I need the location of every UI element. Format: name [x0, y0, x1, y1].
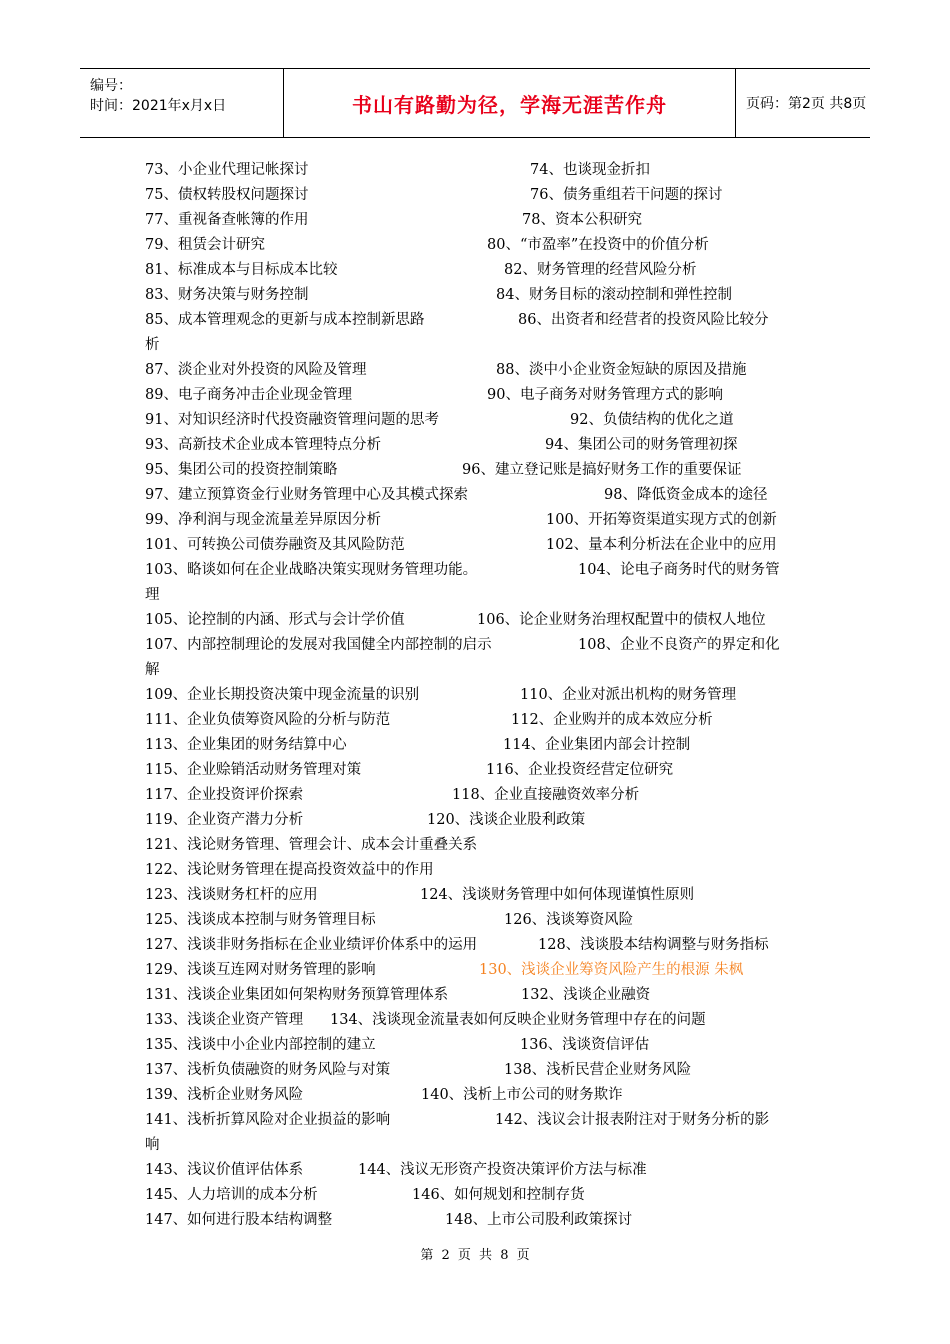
list-item-continuation [145, 333, 810, 358]
topic-84: 84、财务目标的滚动控制和弹性控制 [496, 287, 732, 303]
page-header [80, 68, 870, 138]
topic-121: 121、浅论财务管理、管理会计、成本会计重叠关系 [145, 837, 478, 853]
topic-142-wrap: 响 [145, 1137, 160, 1153]
list-item [145, 533, 810, 558]
topic-116: 116、企业投资经营定位研究 [486, 762, 674, 778]
topic-102: 102、量本利分析法在企业中的应用 [546, 537, 777, 553]
list-item [145, 1208, 810, 1233]
header-meta [80, 69, 283, 137]
page-footer: 第 2 页 共 8 页 [420, 1248, 530, 1263]
topic-119: 119、企业资产潜力分析 [145, 812, 304, 828]
header-motto-cell [283, 69, 736, 137]
topic-80: 80、“市盈率”在投资中的价值分析 [487, 237, 709, 253]
list-item [145, 1033, 810, 1058]
topic-111: 111、企业负债筹资风险的分析与防范 [145, 712, 391, 728]
list-item [145, 183, 810, 208]
topic-128: 128、浅谈股本结构调整与财务指标 [538, 937, 769, 953]
list-item [145, 933, 810, 958]
topic-140: 140、浅析上市公司的财务欺诈 [421, 1087, 623, 1103]
page-info: 页码：第2页 共8页 [746, 96, 867, 112]
topic-99: 99、净利润与现金流量差异原因分析 [145, 512, 381, 528]
topic-133: 133、浅谈企业资产管理 [145, 1012, 304, 1028]
header-page-cell [736, 69, 870, 137]
topic-92: 92、负债结构的优化之道 [570, 412, 734, 428]
list-item [145, 1158, 810, 1183]
list-item [145, 608, 810, 633]
list-item [145, 808, 810, 833]
list-item [145, 433, 810, 458]
topic-142: 142、浅议会计报表附注对于财务分析的影 [495, 1112, 770, 1128]
topic-93: 93、高新技术企业成本管理特点分析 [145, 437, 381, 453]
topic-100: 100、开拓筹资渠道实现方式的创新 [546, 512, 777, 528]
list-item-continuation [145, 583, 810, 608]
list-item [145, 1083, 810, 1108]
topic-98: 98、降低资金成本的途径 [604, 487, 768, 503]
list-item [145, 458, 810, 483]
topic-83: 83、财务决策与财务控制 [145, 287, 309, 303]
list-item [145, 383, 810, 408]
topic-91: 91、对知识经济时代投资融资管理问题的思考 [145, 412, 439, 428]
number-label: 编号： [90, 78, 132, 94]
topic-145: 145、人力培训的成本分析 [145, 1187, 318, 1203]
topic-127: 127、浅谈非财务指标在企业业绩评价体系中的运用 [145, 937, 478, 953]
topic-75: 75、债权转股权问题探讨 [145, 187, 309, 203]
list-item [145, 558, 810, 583]
list-item [145, 633, 810, 658]
list-item [145, 1183, 810, 1208]
list-item-continuation [145, 658, 810, 683]
topic-82: 82、财务管理的经营风险分析 [504, 262, 697, 278]
topic-109: 109、企业长期投资决策中现金流量的识别 [145, 687, 420, 703]
list-item [145, 683, 810, 708]
topic-77: 77、重视备查帐簿的作用 [145, 212, 309, 228]
list-item [145, 508, 810, 533]
topic-135: 135、浅谈中小企业内部控制的建立 [145, 1037, 376, 1053]
list-item [145, 708, 810, 733]
topic-118: 118、企业直接融资效率分析 [452, 787, 640, 803]
topic-106: 106、论企业财务治理权配置中的债权人地位 [477, 612, 766, 628]
list-item [145, 1008, 810, 1033]
topic-112: 112、企业购并的成本效应分析 [511, 712, 713, 728]
list-item [145, 733, 810, 758]
list-item-continuation [145, 1133, 810, 1158]
topic-105: 105、论控制的内涵、形式与会计学价值 [145, 612, 405, 628]
topic-124: 124、浅谈财务管理中如何体现谨慎性原则 [420, 887, 695, 903]
topic-79: 79、租赁会计研究 [145, 237, 265, 253]
list-item [145, 483, 810, 508]
topic-88: 88、淡中小企业资金短缺的原因及措施 [496, 362, 747, 378]
topic-139: 139、浅析企业财务风险 [145, 1087, 304, 1103]
topic-117: 117、企业投资评价探索 [145, 787, 304, 803]
list-item [145, 858, 810, 883]
topic-147: 147、如何进行股本结构调整 [145, 1212, 333, 1228]
topic-78: 78、资本公积研究 [522, 212, 642, 228]
topic-101: 101、可转换公司债券融资及其风险防范 [145, 537, 405, 553]
list-item [145, 958, 810, 983]
topic-89: 89、电子商务冲击企业现金管理 [145, 387, 352, 403]
topic-73: 73、小企业代理记帐探讨 [145, 162, 309, 178]
motto-text: 书山有路勤为径，学海无涯苦作舟 [352, 92, 667, 117]
topic-110: 110、企业对派出机构的财务管理 [520, 687, 737, 703]
topic-107: 107、内部控制理论的发展对我国健全内部控制的启示 [145, 637, 492, 653]
topic-136: 136、浅谈资信评估 [520, 1037, 650, 1053]
topic-137: 137、浅析负债融资的财务风险与对策 [145, 1062, 391, 1078]
topic-85: 85、成本管理观念的更新与成本控制新思路 [145, 312, 425, 328]
topic-74: 74、也谈现金折扣 [530, 162, 650, 178]
list-item [145, 783, 810, 808]
topic-94: 94、集团公司的财务管理初探 [545, 437, 738, 453]
topic-148: 148、上市公司股利政策探讨 [445, 1212, 633, 1228]
list-item [145, 208, 810, 233]
topic-96: 96、建立登记账是搞好财务工作的重要保证 [462, 462, 742, 478]
topic-108: 108、企业不良资产的界定和化 [578, 637, 780, 653]
topic-134: 134、浅谈现金流量表如何反映企业财务管理中存在的问题 [330, 1012, 706, 1028]
topic-90: 90、电子商务对财务管理方式的影响 [487, 387, 723, 403]
list-item [145, 233, 810, 258]
topic-132: 132、浅谈企业融资 [521, 987, 651, 1003]
topic-108-wrap: 解 [145, 662, 160, 678]
list-item [145, 258, 810, 283]
topic-120: 120、浅谈企业股利政策 [427, 812, 586, 828]
topic-146: 146、如何规划和控制存货 [412, 1187, 585, 1203]
list-item [145, 408, 810, 433]
topic-81: 81、标准成本与目标成本比较 [145, 262, 338, 278]
topic-126: 126、浅谈筹资风险 [504, 912, 634, 928]
list-item [145, 358, 810, 383]
topic-130-highlighted: 130、浅谈企业筹资风险产生的根源 朱枫 [479, 962, 744, 978]
list-item [145, 983, 810, 1008]
topic-122: 122、浅论财务管理在提高投资效益中的作用 [145, 862, 434, 878]
list-item [145, 908, 810, 933]
list-item [145, 283, 810, 308]
topic-113: 113、企业集团的财务结算中心 [145, 737, 347, 753]
topic-114: 114、企业集团内部会计控制 [503, 737, 691, 753]
list-item [145, 1058, 810, 1083]
topic-143: 143、浅议价值评估体系 [145, 1162, 304, 1178]
list-item [145, 758, 810, 783]
topic-87: 87、淡企业对外投资的风险及管理 [145, 362, 367, 378]
topic-104: 104、论电子商务时代的财务管 [578, 562, 780, 578]
topic-131: 131、浅谈企业集团如何架构财务预算管理体系 [145, 987, 449, 1003]
list-item [145, 833, 810, 858]
topic-144: 144、浅议无形资产投资决策评价方法与标准 [358, 1162, 647, 1178]
topic-115: 115、企业赊销活动财务管理对策 [145, 762, 362, 778]
topic-138: 138、浅析民营企业财务风险 [504, 1062, 692, 1078]
list-item [145, 883, 810, 908]
topic-141: 141、浅析折算风险对企业损益的影响 [145, 1112, 391, 1128]
topic-86-wrap: 析 [145, 337, 160, 353]
topic-97: 97、建立预算资金行业财务管理中心及其模式探索 [145, 487, 468, 503]
topic-125: 125、浅谈成本控制与财务管理目标 [145, 912, 376, 928]
topic-list [145, 158, 810, 1233]
topic-86: 86、出资者和经营者的投资风险比较分 [518, 312, 769, 328]
list-item [145, 158, 810, 183]
topic-104-wrap: 理 [145, 587, 160, 603]
topic-123: 123、浅谈财务杠杆的应用 [145, 887, 318, 903]
topic-103: 103、略谈如何在企业战略决策实现财务管理功能。 [145, 562, 478, 578]
list-item [145, 308, 810, 333]
list-item [145, 1108, 810, 1133]
topic-76: 76、债务重组若干问题的探讨 [530, 187, 723, 203]
topic-129: 129、浅谈互连网对财务管理的影响 [145, 962, 376, 978]
time-label: 时间：2021年x月x日 [90, 98, 227, 114]
topic-95: 95、集团公司的投资控制策略 [145, 462, 338, 478]
